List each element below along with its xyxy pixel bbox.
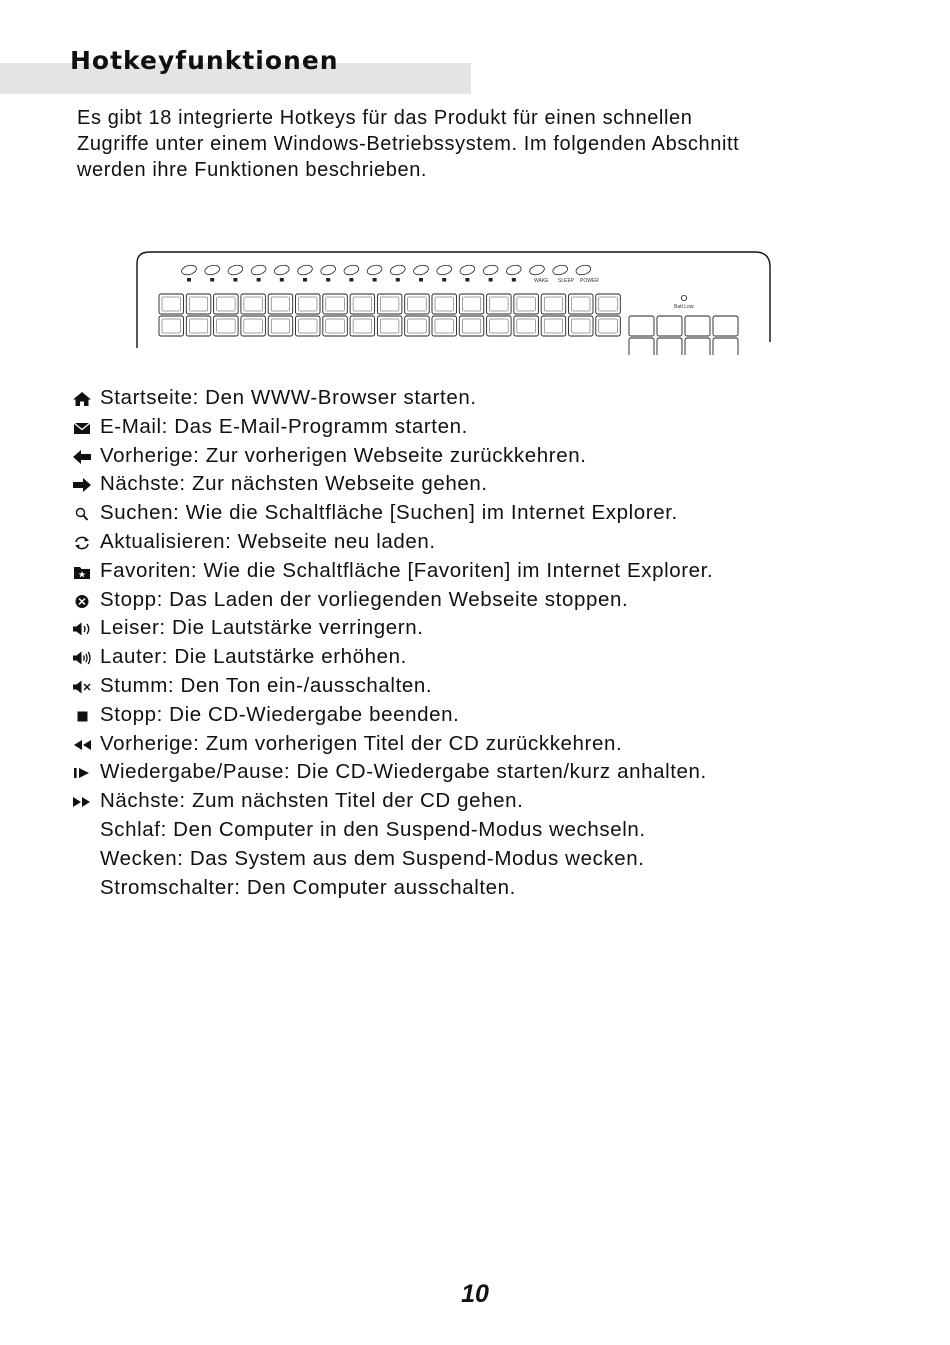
keyboard-key-top <box>326 297 345 311</box>
power-label: POWER <box>580 278 599 284</box>
keyboard-key-top <box>572 297 591 311</box>
keyboard-key-top <box>217 297 236 311</box>
keyboard-key-top <box>408 319 427 333</box>
hotkey-mini-symbol <box>187 278 191 282</box>
hotkey-row <box>70 528 713 557</box>
keyboard-key-top <box>271 297 290 311</box>
hotkey-button-outline <box>320 264 337 277</box>
hotkey-list <box>70 384 713 902</box>
keyboard-key-top <box>162 297 181 311</box>
keyboard-illustration <box>130 245 780 355</box>
volume-down-icon <box>72 621 92 637</box>
hotkey-mini-symbol <box>465 278 469 282</box>
hotkey-button-outline <box>575 264 592 277</box>
hotkey-row <box>70 557 713 586</box>
hotkey-text: Leiser: Die Lautstärke verringern. <box>100 616 424 640</box>
hotkey-text: Wiedergabe/Pause: Die CD-Wiedergabe starten/kurz anhalten. <box>100 760 707 784</box>
hotkey-text: Favoriten: Wie die Schaltfläche [Favoriten] im Internet Explorer. <box>100 558 714 582</box>
hotkey-text: E-Mail: Das E-Mail-Programm starten. <box>100 414 468 438</box>
keyboard-key-top <box>353 319 372 333</box>
mail-icon <box>72 420 92 436</box>
hotkey-row <box>70 787 713 816</box>
keyboard-key-top <box>299 297 318 311</box>
hotkey-button-outline <box>413 264 430 277</box>
intro-line: werden ihre Funktionen beschrieben. <box>77 159 428 181</box>
hotkey-button-outline <box>181 264 198 277</box>
hotkey-mini-symbol <box>442 278 446 282</box>
hotkey-text: Nächste: Zum nächsten Titel der CD gehen. <box>100 789 524 813</box>
hotkey-button-outline <box>389 264 406 277</box>
page-title: Hotkeyfunktionen <box>70 46 339 75</box>
hotkey-text: Schlaf: Den Computer in den Suspend-Modus wechseln. <box>100 817 646 841</box>
keyboard-key-top <box>380 319 399 333</box>
hotkey-text: Stromschalter: Den Computer ausschalten. <box>100 875 516 899</box>
hotkey-row <box>70 816 713 845</box>
hotkey-button-outline <box>273 264 290 277</box>
keyboard-key-top <box>517 297 536 311</box>
numpad-key <box>657 316 682 336</box>
keyboard-key-top <box>462 297 481 311</box>
numpad-key <box>713 338 738 355</box>
keyboard-key-top <box>353 297 372 311</box>
keyboard-key-top <box>544 319 563 333</box>
numpad-key <box>657 338 682 355</box>
hotkey-button-outline <box>366 264 383 277</box>
page-number: 10 <box>461 1280 489 1308</box>
hotkey-button-outline <box>505 264 522 277</box>
keyboard-key-top <box>189 297 208 311</box>
arrow-right-icon <box>72 477 92 493</box>
search-icon <box>72 506 92 522</box>
numpad-key <box>629 338 654 355</box>
hotkey-text: Stopp: Das Laden der vorliegenden Webseite stoppen. <box>100 587 629 611</box>
hotkey-row <box>70 384 713 413</box>
hotkey-row <box>70 413 713 442</box>
keyboard-key-top <box>599 319 618 333</box>
hotkey-button-outline <box>227 264 244 277</box>
rewind-icon <box>72 737 92 753</box>
hotkey-mini-symbol <box>512 278 516 282</box>
keyboard-key-top <box>435 319 454 333</box>
mute-icon <box>72 679 92 695</box>
hotkey-mini-symbol <box>419 278 423 282</box>
hotkey-text: Vorherige: Zum vorherigen Titel der CD zurückkehren. <box>100 731 623 755</box>
keyboard-key-top <box>490 319 509 333</box>
keyboard-key-top <box>217 319 236 333</box>
home-icon <box>72 391 92 407</box>
favorites-icon <box>72 564 92 580</box>
hotkey-text: Lauter: Die Lautstärke erhöhen. <box>100 645 407 669</box>
keyboard-key-top <box>408 297 427 311</box>
hotkey-mini-symbol <box>373 278 377 282</box>
numpad-key <box>685 316 710 336</box>
hotkey-text: Nächste: Zur nächsten Webseite gehen. <box>100 472 488 496</box>
hotkey-button-outline <box>552 264 569 277</box>
keyboard-key-top <box>271 319 290 333</box>
intro-line: Zugriffe unter einem Windows-Betriebssystem. Im folgenden Abschnitt <box>77 133 740 155</box>
keyboard-key-top <box>244 297 263 311</box>
hotkey-mini-symbol <box>303 278 307 282</box>
volume-up-icon <box>72 650 92 666</box>
hotkey-button-outline <box>343 264 360 277</box>
hotkey-mini-symbol <box>349 278 353 282</box>
hotkey-button-outline <box>204 264 221 277</box>
keyboard-key-top <box>544 297 563 311</box>
hotkey-text: Aktualisieren: Webseite neu laden. <box>100 529 436 553</box>
play-pause-icon <box>72 765 92 781</box>
hotkey-button-outline <box>482 264 499 277</box>
hotkey-row <box>70 758 713 787</box>
hotkey-button-outline <box>459 264 476 277</box>
hotkey-row <box>70 442 713 471</box>
hotkey-row <box>70 701 713 730</box>
intro-line: Es gibt 18 integrierte Hotkeys für das Produkt für einen schnellen <box>77 107 693 129</box>
hotkey-mini-symbol <box>233 278 237 282</box>
hotkey-button-outline <box>297 264 314 277</box>
keyboard-key-top <box>599 297 618 311</box>
keyboard-key-top <box>326 319 345 333</box>
hotkey-text: Vorherige: Zur vorherigen Webseite zurückkehren. <box>100 443 587 467</box>
hotkey-mini-symbol <box>326 278 330 282</box>
fast-forward-icon <box>72 794 92 810</box>
keyboard-key-top <box>189 319 208 333</box>
hotkey-text: Startseite: Den WWW-Browser starten. <box>100 386 477 409</box>
batt-low-label: Batt.Low <box>674 304 694 310</box>
hotkey-text: Stumm: Den Ton ein-/ausschalten. <box>100 673 433 697</box>
hotkey-mini-symbol <box>210 278 214 282</box>
numpad-key <box>713 316 738 336</box>
keyboard-key-top <box>572 319 591 333</box>
hotkey-button-outline <box>250 264 267 277</box>
stop-square-icon <box>72 708 92 724</box>
keyboard-key-top <box>244 319 263 333</box>
keyboard-key-top <box>299 319 318 333</box>
hotkey-row <box>70 643 713 672</box>
hotkey-button-outline <box>529 264 546 277</box>
hotkey-mini-symbol <box>489 278 493 282</box>
hotkey-text: Wecken: Das System aus dem Suspend-Modus wecken. <box>100 846 645 870</box>
hotkey-button-outline <box>436 264 453 277</box>
keyboard-key-top <box>517 319 536 333</box>
hotkey-text: Suchen: Wie die Schaltfläche [Suchen] im Internet Explorer. <box>100 501 678 525</box>
hotkey-mini-symbol <box>257 278 261 282</box>
refresh-icon <box>72 535 92 551</box>
hotkey-row <box>70 614 713 643</box>
numpad-key <box>629 316 654 336</box>
keyboard-key-top <box>380 297 399 311</box>
sleep-label: SLEEP <box>558 278 575 284</box>
hotkey-mini-symbol <box>280 278 284 282</box>
wake-label: WAKE <box>534 278 549 284</box>
hotkey-mini-symbol <box>396 278 400 282</box>
intro-paragraph <box>77 105 877 183</box>
battery-led <box>681 295 686 300</box>
keyboard-key-top <box>490 297 509 311</box>
arrow-left-icon <box>72 449 92 465</box>
numpad-key <box>685 338 710 355</box>
hotkey-row <box>70 845 713 874</box>
keyboard-key-top <box>435 297 454 311</box>
hotkey-row <box>70 470 713 499</box>
stop-circle-icon <box>72 593 92 609</box>
hotkey-row <box>70 586 713 615</box>
hotkey-row <box>70 874 713 903</box>
keyboard-key-top <box>462 319 481 333</box>
hotkey-text: Stopp: Die CD-Wiedergabe beenden. <box>100 702 460 726</box>
hotkey-row <box>70 730 713 759</box>
keyboard-key-top <box>162 319 181 333</box>
hotkey-row <box>70 672 713 701</box>
hotkey-row <box>70 499 713 528</box>
